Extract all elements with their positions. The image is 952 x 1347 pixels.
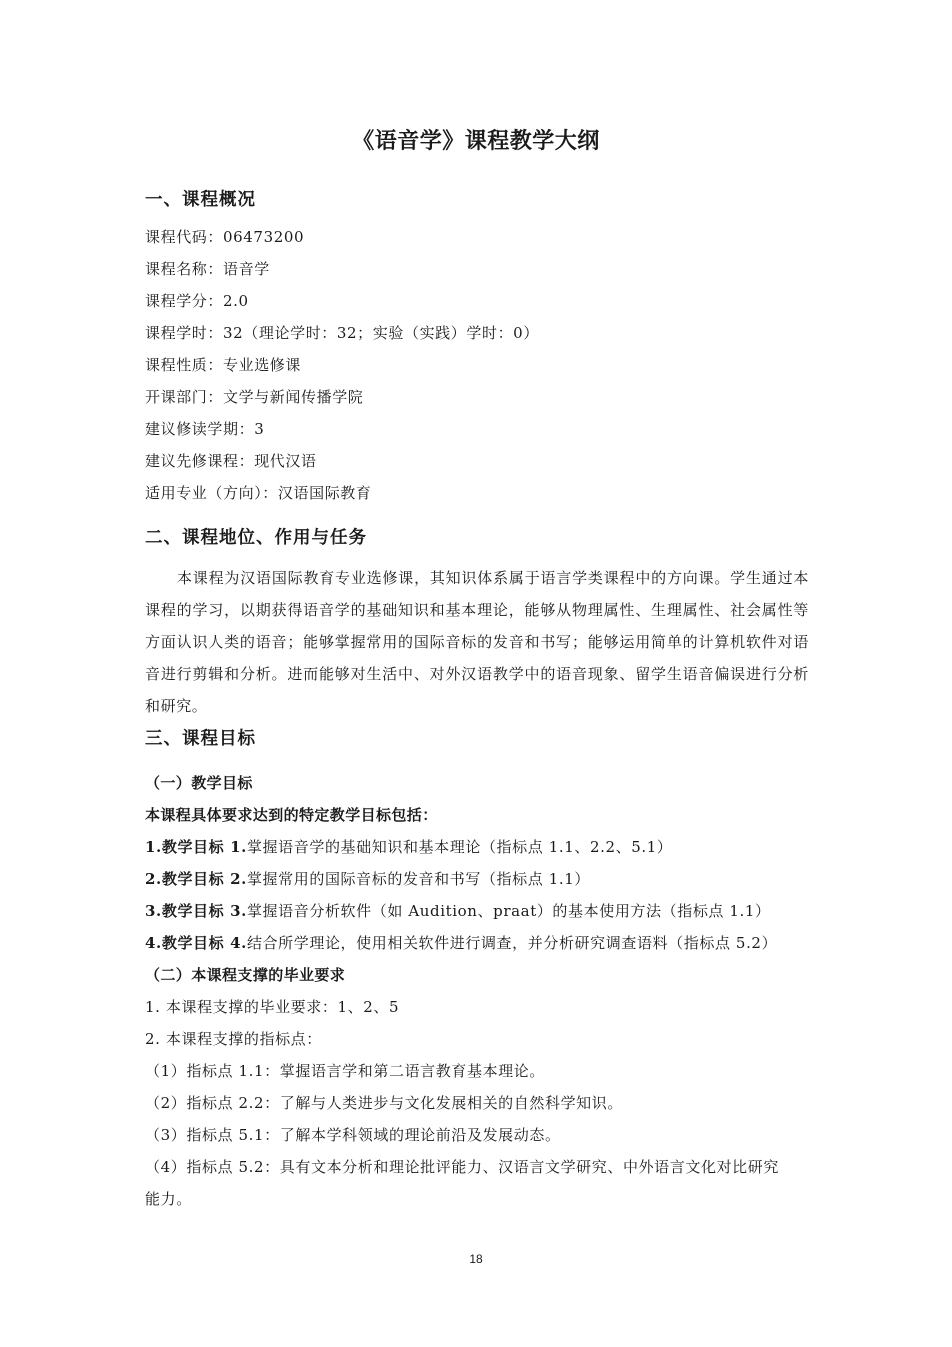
support-requirements: 1. 本课程支撑的毕业要求：1、2、5	[145, 998, 400, 1016]
indicator-5-1: （3）指标点 5.1：了解本学科领域的理论前沿及发展动态。	[145, 1126, 561, 1144]
role-paragraph: 本课程为汉语国际教育专业选修课，其知识体系属于语言学类课程中的方向课。学生通过本课程的学习，以期获得语音学的基础知识和基本理论，能够从物理属性、生理属性、社会属性等方面认识人类的语音；能够掌握常用的国际音标的发音和书写；能够运用简单的计算机软件对语音进行剪辑和分析。进而能够对生活中、对外汉语教学中的语音现象、留学生语音偏误进行分析和研究。	[145, 569, 809, 715]
teaching-goal-text: 结合所学理论，使用相关软件进行调查，并分析研究调查语料（指标点 5.2）	[246, 934, 778, 952]
teaching-goal-1	[145, 836, 673, 857]
indicator-1-1: （1）指标点 1.1：掌握语言学和第二语言教育基本理论。	[145, 1062, 545, 1080]
indicator-5-2: （4）指标点 5.2：具有文本分析和理论批评能力、汉语言文学研究、中外语言文化对比研究	[145, 1158, 779, 1176]
teaching-goal-text: 掌握语音学的基础知识和基本理论（指标点 1.1、2.2、5.1）	[246, 838, 673, 856]
course-name: 课程名称：语音学	[145, 260, 270, 278]
teaching-goal-2	[145, 868, 590, 889]
subsection-heading-teaching-goals: （一）教学目标	[145, 774, 253, 792]
teaching-goal-text: 掌握语音分析软件（如 Audition、praat）的基本使用方法（指标点 1.1）	[246, 902, 771, 920]
course-semester: 建议修读学期：3	[145, 420, 265, 438]
page-number: 18	[469, 1252, 483, 1266]
course-nature: 课程性质：专业选修课	[145, 356, 302, 374]
course-hours: 课程学时：32（理论学时：32；实验（实践）学时：0）	[145, 324, 539, 342]
goals-intro: 本课程具体要求达到的特定教学目标包括：	[145, 806, 438, 824]
subsection-heading-graduation-requirements: （二）本课程支撑的毕业要求	[145, 966, 346, 984]
support-indicators-label: 2. 本课程支撑的指标点：	[145, 1030, 322, 1048]
teaching-goal-label: 4.教学目标 4.	[145, 934, 247, 952]
teaching-goal-label: 3.教学目标 3.	[145, 902, 247, 920]
teaching-goal-3	[145, 900, 771, 921]
section-heading-goals: 三、课程目标	[145, 729, 256, 749]
indicator-5-2-continued: 能力。	[145, 1190, 192, 1208]
teaching-goal-4	[145, 932, 777, 953]
indicator-2-2: （2）指标点 2.2：了解与人类进步与文化发展相关的自然科学知识。	[145, 1094, 623, 1112]
document-title: 《语音学》课程教学大纲	[352, 128, 600, 154]
course-department: 开课部门：文学与新闻传播学院	[145, 388, 364, 406]
section-heading-overview: 一、课程概况	[145, 190, 256, 210]
course-credits: 课程学分：2.0	[145, 292, 249, 310]
course-major: 适用专业（方向）：汉语国际教育	[145, 484, 372, 502]
section-heading-role: 二、课程地位、作用与任务	[145, 528, 367, 548]
teaching-goal-label: 2.教学目标 2.	[145, 870, 247, 888]
teaching-goal-text: 掌握常用的国际音标的发音和书写（指标点 1.1）	[246, 870, 590, 888]
teaching-goal-label: 1.教学目标 1.	[145, 838, 247, 856]
course-prerequisite: 建议先修课程：现代汉语	[145, 452, 317, 470]
course-code: 课程代码：06473200	[145, 228, 305, 246]
